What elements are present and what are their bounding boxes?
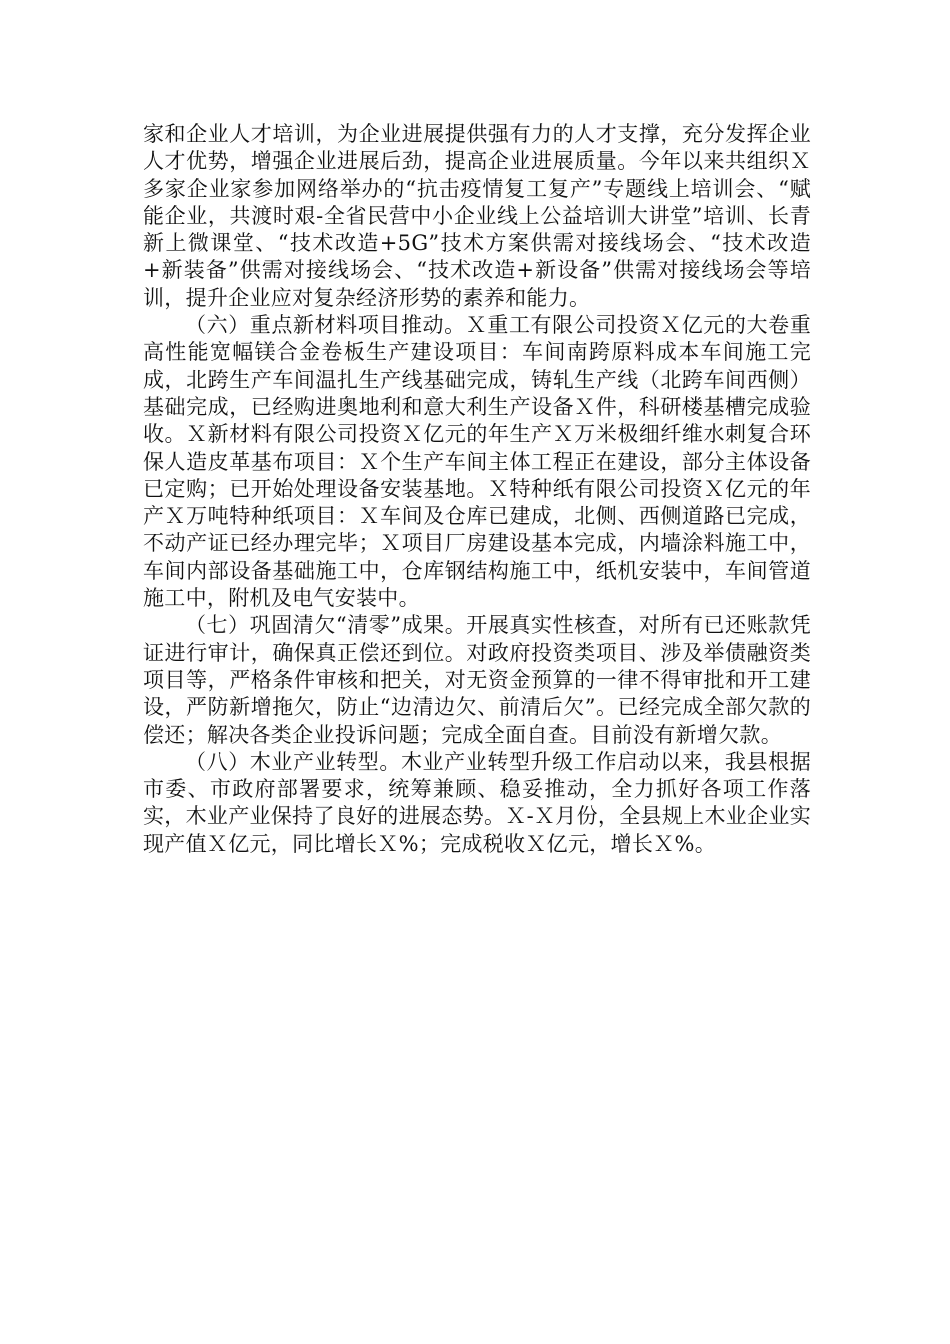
paragraph-wood-industry-transformation: （八）木业产业转型。木业产业转型升级工作启动以来，我县根据市委、市政府部署要求，统筹兼顾、稳妥推动，全力抓好各项工作落实，木业产业保持了良好的进展态势。Ｘ-Ｘ月份，全县规上木业企业实现产值Ｘ亿元，同比增长Ｘ%；完成税收Ｘ亿元，增长Ｘ%。	[143, 749, 811, 856]
paragraph-arrears-clearance: （七）巩固清欠“清零”成果。开展真实性核查，对所有已还账款凭证进行审计，确保真正偿还到位。对政府投资类项目、涉及举债融资类项目等，严格条件审核和把关，对无资金预算的一律不得审批和开工建设，严防新增拖欠，防止“边清边欠、前清后欠”。已经完成全部欠款的偿还；解决各类企业投诉问题；完成全面自查。目前没有新增欠款。	[143, 613, 811, 747]
document-body	[143, 121, 811, 858]
paragraph-talent-training: 家和企业人才培训，为企业进展提供强有力的人才支撑，充分发挥企业人才优势，增强企业进展后劲，提高企业进展质量。今年以来共组织Ｘ多家企业家参加网络举办的“抗击疫情复工复产”专题线上培训会、“赋能企业，共渡时艰-全省民营中小企业线上公益培训大讲堂”培训、长青新上微课堂、“技术改造+5G”技术方案供需对接线场会、“技术改造+新装备”供需对接线场会、“技术改造+新设备”供需对接线场会等培训，提升企业应对复杂经济形势的素养和能力。	[143, 122, 811, 310]
paragraph-new-materials-projects: （六）重点新材料项目推动。Ｘ重工有限公司投资Ｘ亿元的大卷重高性能宽幅镁合金卷板生产建设项目：车间南跨原料成本车间施工完成，北跨生产车间温扎生产线基础完成，铸轧生产线（北跨车间西侧）基础完成，已经购进奥地利和意大利生产设备Ｘ件，科研楼基槽完成验收。Ｘ新材料有限公司投资Ｘ亿元的年生产Ｘ万米极细纤维水刺复合环保人造皮革基布项目：Ｘ个生产车间主体工程正在建设，部分主体设备已定购；已开始处理设备安装基地。Ｘ特种纸有限公司投资Ｘ亿元的年产Ｘ万吨特种纸项目：Ｘ车间及仓库已建成，北侧、西侧道路已完成，不动产证已经办理完毕；Ｘ项目厂房建设基本完成，内墙涂料施工中，车间内部设备基础施工中，仓库钢结构施工中，纸机安装中，车间管道施工中，附机及电气安装中。	[143, 313, 811, 611]
